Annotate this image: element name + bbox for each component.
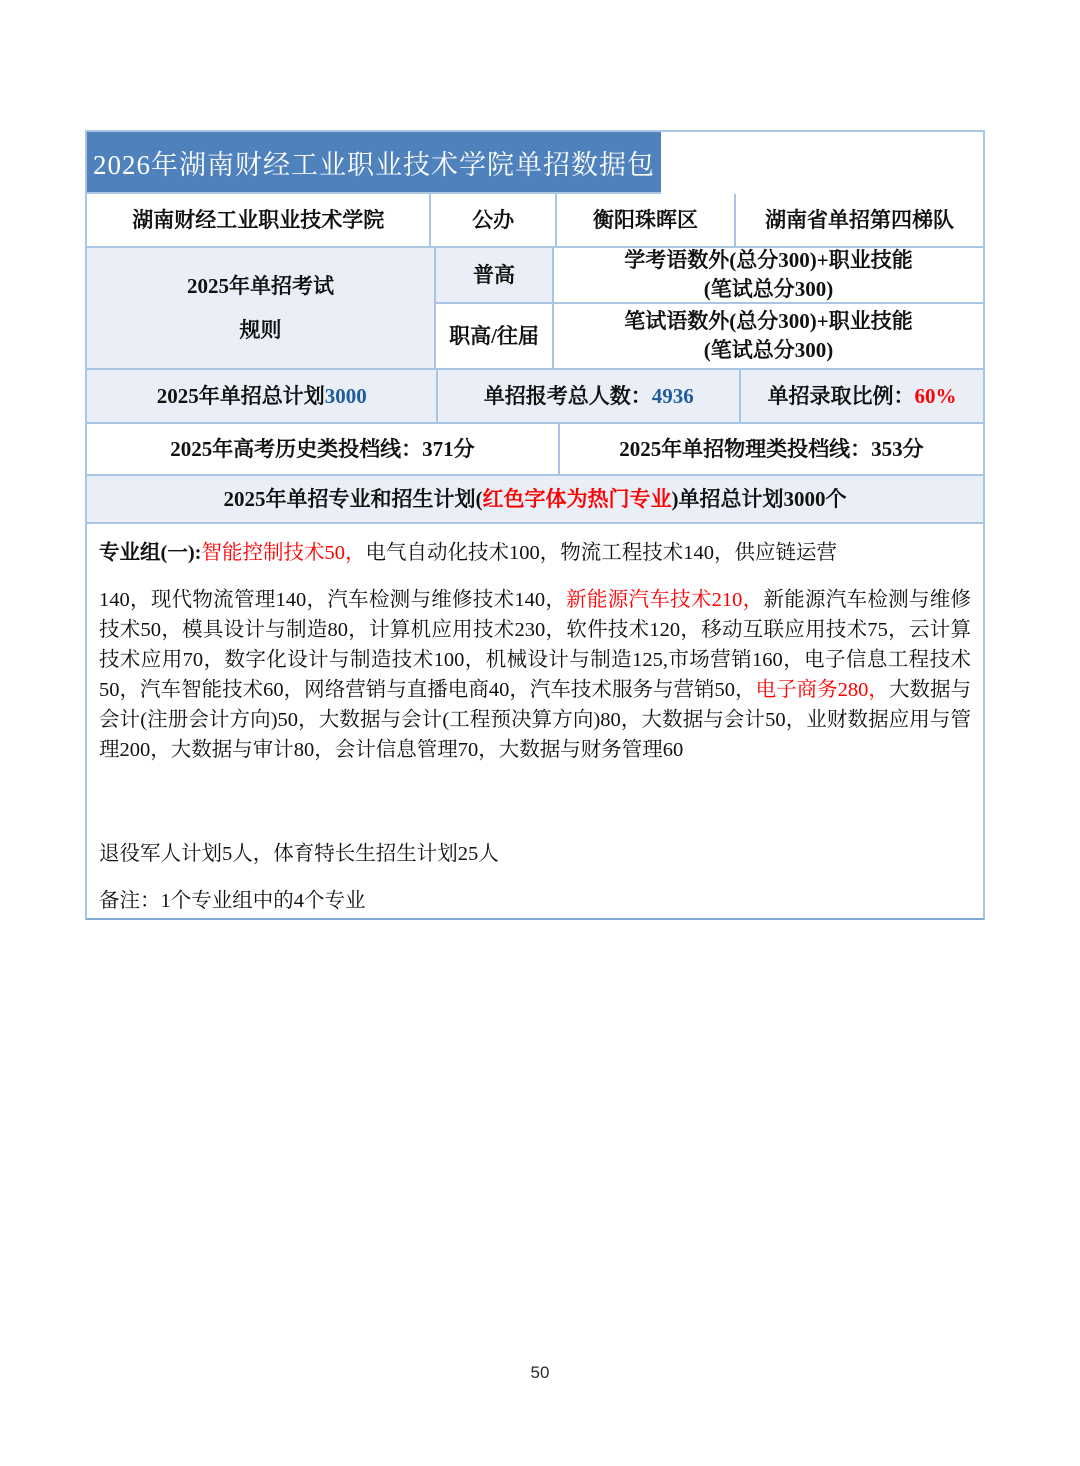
majors-header-prefix: 2025年单招专业和招生计划( <box>223 486 483 511</box>
applicants-value: 4936 <box>651 383 694 408</box>
history-cutoff-cell: 2025年高考历史类投档线：371分 <box>87 424 560 476</box>
majors-body-part2: 新能源汽车检测与维修技术50，模具设计与制造80，计算机应用技术230，软件技术120，移动互联应用技术75，云计算技术应用70，数字化设计与制造技术100，机械设计与制造125,市场营销160，电子信息工程技术50，汽车智能技术60，网络营销与直播电商40，汽车技术服务与营销50， <box>99 589 972 701</box>
cutoff-lines-row <box>87 424 983 476</box>
majors-body-part3: 大数据与会计(注册会计方向)50，大数据与会计(工程预决算方向)80，大数据与会计50，业财数据应用与管理200，大数据与审计80，会计信息管理70，大数据与财务管理60 <box>99 679 972 761</box>
student-type-regular-cell: 普高 <box>436 248 554 304</box>
admissions-data-table <box>85 130 985 920</box>
total-plan-label: 2025年单招总计划 <box>156 383 325 408</box>
rule-regular-line2: (笔试总分300) <box>703 277 834 301</box>
location-cell: 衡阳珠晖区 <box>557 194 736 248</box>
majors-group-rest: 电气自动化技术100，物流工程技术140，供应链运营 <box>365 542 837 564</box>
exam-rules-label-cell <box>87 248 436 370</box>
rule-vocational-line1: 笔试语数外(总分300)+职业技能 <box>624 309 913 333</box>
majors-group-label: 专业组(一): <box>99 542 202 564</box>
applicants-cell <box>438 370 741 424</box>
majors-body-part1: 140，现代物流管理140，汽车检测与维修技术140， <box>99 589 567 611</box>
majors-hot-new-energy-vehicle: 新能源汽车技术210， <box>566 589 764 611</box>
majors-hot-ecommerce: 电子商务280， <box>755 679 889 701</box>
school-info-row <box>87 194 983 248</box>
admission-ratio-label: 单招录取比例： <box>767 383 915 408</box>
student-type-vocational-cell: 职高/往届 <box>436 304 554 370</box>
majors-header-suffix: )单招总计划3000个 <box>671 486 847 511</box>
majors-list-cell <box>87 524 983 918</box>
exam-rules-label-line1: 2025年单招考试 <box>187 273 334 298</box>
page-title: 2026年湖南财经工业职业技术学院单招数据包 <box>87 132 661 194</box>
majors-hot-intelligent-control: 智能控制技术50， <box>201 542 366 564</box>
exam-rules-label-line2: 规则 <box>239 318 282 342</box>
rule-vocational-cell <box>554 304 983 370</box>
school-name-cell: 湖南财经工业职业技术学院 <box>87 194 431 248</box>
rule-vocational-line2: (笔试总分300) <box>703 338 834 362</box>
physics-cutoff-cell: 2025年单招物理类投档线：353分 <box>560 424 983 476</box>
applicants-label: 单招报考总人数： <box>483 383 652 408</box>
majors-header-row <box>87 476 983 524</box>
majors-header-cell <box>87 476 983 524</box>
tier-cell: 湖南省单招第四梯队 <box>736 194 983 248</box>
total-plan-cell <box>87 370 438 424</box>
veterans-plan-line: 退役军人计划5人，体育特长生招生计划25人 <box>99 843 499 865</box>
rule-regular-cell <box>554 248 983 304</box>
ownership-cell: 公办 <box>431 194 556 248</box>
table-title-row <box>87 132 983 194</box>
majors-body-paragraph <box>99 585 971 765</box>
exam-rule-row-vocational <box>436 304 983 370</box>
admission-ratio-cell <box>741 370 983 424</box>
exam-rule-row-regular <box>436 248 983 304</box>
majors-group-line <box>99 538 971 568</box>
exam-rules-block <box>87 248 983 370</box>
admission-ratio-value: 60% <box>914 383 957 408</box>
page-number: 50 <box>530 1363 550 1382</box>
rule-regular-line1: 学考语数外(总分300)+职业技能 <box>624 248 913 272</box>
note-line: 备注：1个专业组中的4个专业 <box>99 890 366 912</box>
total-plan-value: 3000 <box>324 383 367 408</box>
enrollment-stats-row <box>87 370 983 424</box>
exam-rules-rows <box>436 248 983 370</box>
majors-header-highlight: 红色字体为热门专业 <box>482 486 672 511</box>
